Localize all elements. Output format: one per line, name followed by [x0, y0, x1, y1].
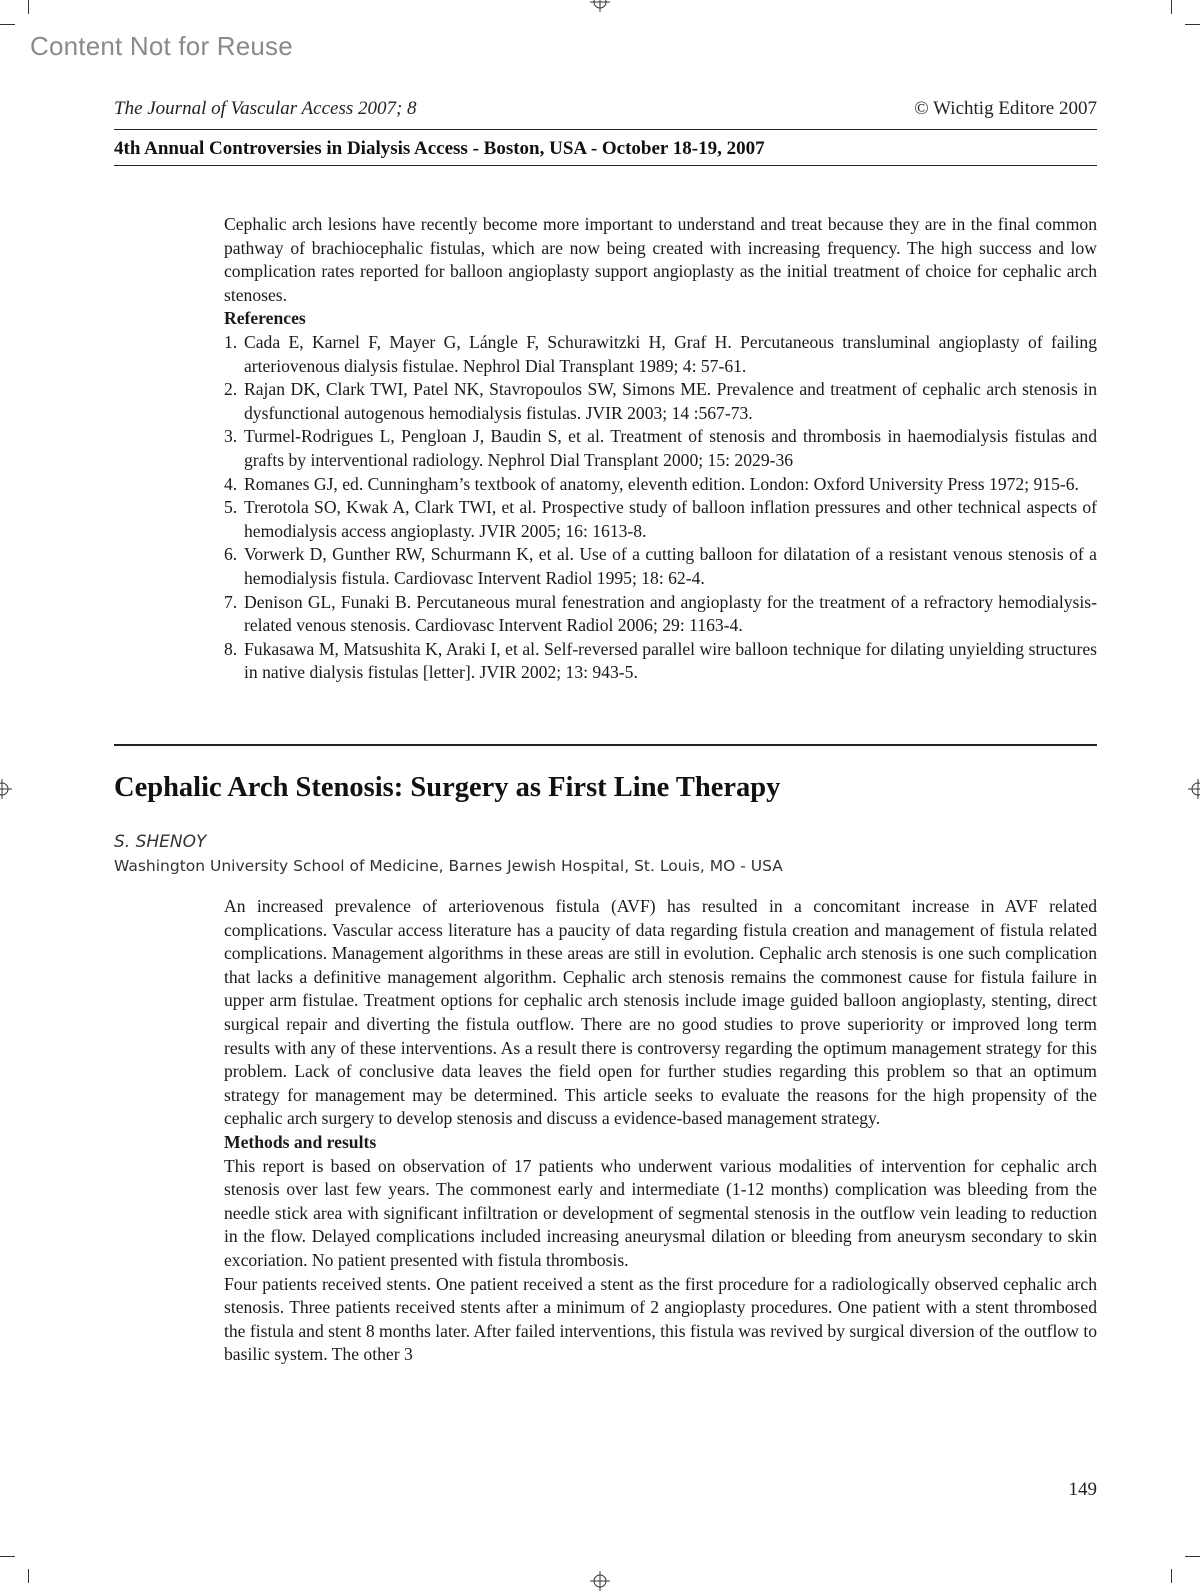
references-heading: References	[224, 308, 306, 329]
reference-item	[224, 496, 1097, 543]
closing-paragraph: Cephalic arch lesions have recently become more important to understand and treat because they are in the final common pathway of brachiocephalic fistulas, which are now being created with increasing frequency. The high success and low complication rates reported for balloon angioplasty support angioplasty as the initial treatment of choice for cephalic arch stenoses.	[224, 214, 1097, 305]
reference-number: 7.	[224, 591, 238, 612]
reference-number: 1.	[224, 331, 238, 352]
methods-paragraph: Four patients received stents. One patient received a stent as the first procedure for a radiologically observed cephalic arch stenosis. Three patients received stents after a minimum of 2 angioplasty procedures. One patient with a stent thrombosed the fistula and stent 8 months later. After failed interventions, this fistula was revived by surgical diversion of the outflow to basilic system. The other 3	[224, 1273, 1097, 1365]
reference-item	[224, 591, 1097, 638]
crop-mark	[28, 0, 29, 14]
section-rule	[114, 744, 1097, 746]
registration-mark-left	[0, 779, 12, 799]
reference-text: Cada E, Karnel F, Mayer G, Lángle F, Schurawitzki H, Graf H. Percutaneous transluminal angioplasty of failing arteriovenous dialysis fistulae. Nephrol Dial Transplant 1989; 4: 57-61.	[244, 331, 1097, 376]
registration-mark-top	[590, 0, 610, 12]
reference-text: Trerotola SO, Kwak A, Clark TWI, et al. Prospective study of balloon inflation pressures and other technical aspects of hemodialysis access angioplasty. JVIR 2005; 16: 1613-8.	[244, 497, 1097, 541]
running-head	[114, 98, 1097, 120]
reference-number: 3.	[224, 426, 238, 447]
reference-item	[224, 331, 1097, 378]
reference-item	[224, 425, 1097, 472]
reference-number: 2.	[224, 379, 238, 400]
affiliation: Washington University School of Medicine, Barnes Jewish Hospital, St. Louis, MO - USA	[114, 857, 783, 875]
crop-mark	[1185, 1556, 1200, 1557]
reference-item	[224, 543, 1097, 590]
reference-number: 5.	[224, 497, 238, 518]
author: S. SHENOY	[114, 832, 207, 852]
crop-mark	[1171, 1569, 1172, 1583]
copyright: © Wichtig Editore 2007	[914, 98, 1097, 119]
page-number: 149	[1068, 1479, 1097, 1500]
reference-item	[224, 473, 1097, 497]
header-rule	[114, 129, 1097, 130]
registration-mark-right	[1188, 779, 1200, 799]
reference-number: 4.	[224, 473, 238, 494]
crop-mark	[0, 1556, 15, 1557]
reference-text: Fukasawa M, Matsushita K, Araki I, et al. Self-reversed parallel wire balloon technique for dilating unyielding structures in native dialysis fistulas [letter]. JVIR 2002; 13: 943-5.	[244, 638, 1097, 683]
registration-mark-bottom	[590, 1571, 610, 1591]
methods-heading: Methods and results	[224, 1131, 377, 1152]
watermark: Content Not for Reuse	[30, 31, 293, 61]
reference-number: 6.	[224, 544, 238, 565]
methods-paragraph: This report is based on observation of 17 patients who underwent various modalities of intervention for cephalic arch stenosis over last few years. The commonest early and intermediate (1-12 months) complication was bleeding from the needle stick area with significant infiltration or development of segmental stenosis in the outflow vein leading to reduction in the flow. Delayed complications included increasing aneurysmal dilation or bleeding from aneurysm secondary to skin excoriation. No patient presented with fistula thrombosis.	[224, 1155, 1097, 1270]
reference-text: Rajan DK, Clark TWI, Patel NK, Stavropoulos SW, Simons ME. Prevalence and treatment of cephalic arch stenosis in dysfunctional autogenous hemodialysis fistulas. JVIR 2003; 14 :567-73.	[244, 379, 1097, 423]
previous-article-end	[224, 213, 1097, 685]
crop-mark	[1185, 24, 1200, 25]
article-body	[224, 895, 1097, 1367]
reference-text: Denison GL, Funaki B. Percutaneous mural fenestration and angioplasty for the treatment of a refractory hemodialysis-related venous stenosis. Cardiovasc Intervent Radiol 2006; 29: 1163-4.	[244, 591, 1097, 636]
reference-item	[224, 378, 1097, 425]
reference-text: Vorwerk D, Gunther RW, Schurmann K, et al. Use of a cutting balloon for dilatation of a resistant venous stenosis of a hemodialysis fistula. Cardiovasc Intervent Radiol 1995; 18: 62-4.	[244, 544, 1097, 588]
reference-number: 8.	[224, 638, 238, 659]
header-rule	[114, 165, 1097, 166]
crop-mark	[28, 1569, 29, 1583]
reference-text: Romanes GJ, ed. Cunningham’s textbook of anatomy, eleventh edition. London: Oxford University Press 1972; 915-6.	[244, 473, 1079, 494]
crop-mark	[1171, 0, 1172, 14]
journal-name: The Journal of Vascular Access 2007; 8	[114, 98, 417, 119]
crop-mark	[0, 24, 15, 25]
abstract-paragraph: An increased prevalence of arteriovenous fistula (AVF) has resulted in a concomitant increase in AVF related complications. Vascular access literature has a paucity of data regarding fistula creation and management of fistula related complications. Management algorithms in these areas are still in evolution. Cephalic arch stenosis is one such complication that lacks a definitive management algorithm. Cephalic arch stenosis remains the commonest cause for fistula failure in upper arm fistulae. Treatment options for cephalic arch stenosis include image guided balloon angioplasty, stenting, direct surgical repair and diverting the fistula outflow. There are no good studies to prove superiority or improved long term results with any of these interventions. As a result there is controversy regarding the optimum management strategy for this problem. Lack of conclusive data leaves the field open for further studies regarding this problem so that an optimum strategy for management may be determined. This article seeks to evaluate the reasons for the high propensity of the cephalic arch surgery to develop stenosis and discuss a evidence-based management strategy.	[224, 896, 1097, 1129]
reference-item	[224, 638, 1097, 685]
conference-line: 4th Annual Controversies in Dialysis Access - Boston, USA - October 18-19, 2007	[114, 138, 765, 159]
references-list	[224, 331, 1097, 685]
article-title: Cephalic Arch Stenosis: Surgery as First Line Therapy	[114, 772, 781, 803]
reference-text: Turmel-Rodrigues L, Pengloan J, Baudin S, et al. Treatment of stenosis and thrombosis in haemodialysis fistulas and grafts by interventional radiology. Nephrol Dial Transplant 2000; 15: 2029-36	[244, 426, 1097, 470]
